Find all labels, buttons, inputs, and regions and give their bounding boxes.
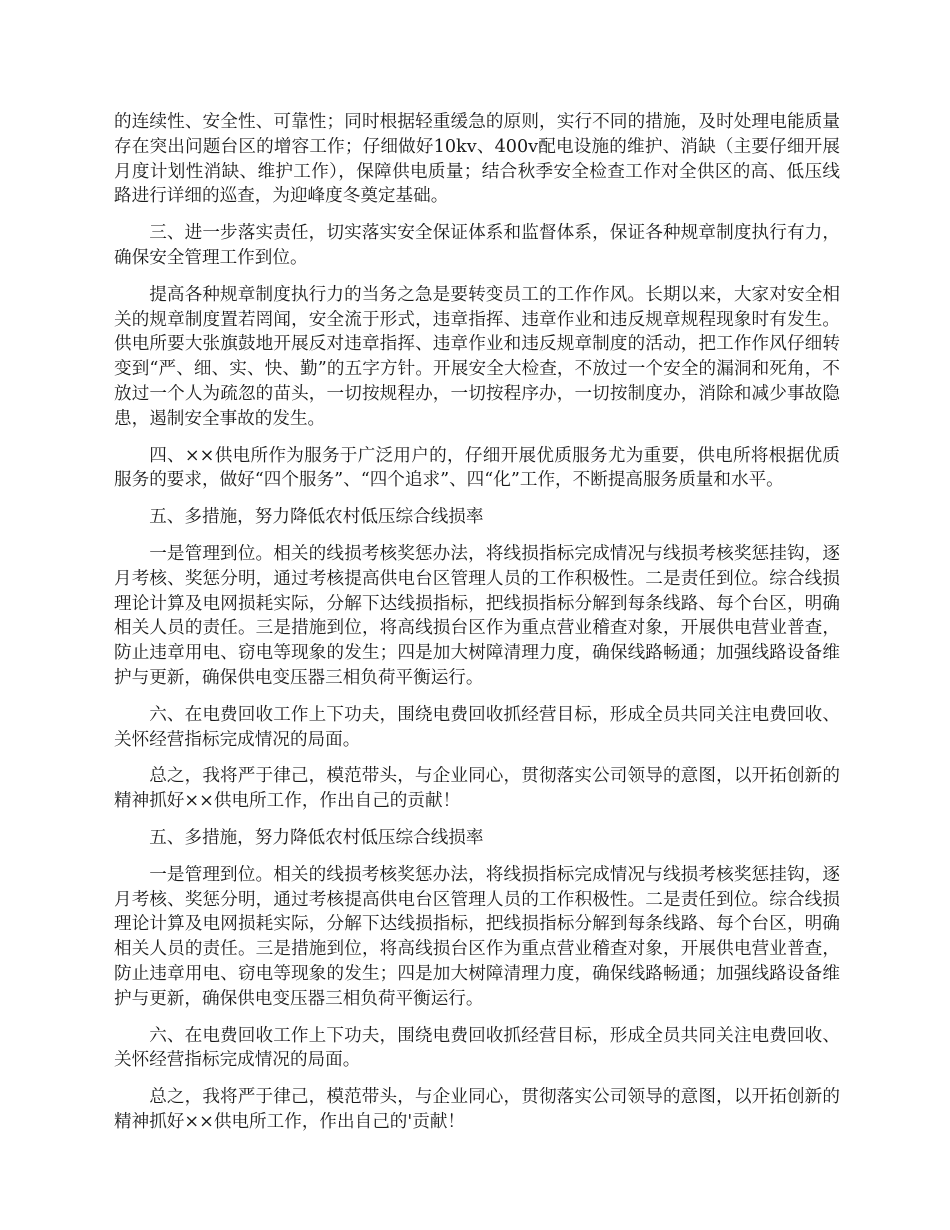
paragraph-section-5-body: 一是管理到位。相关的线损考核奖惩办法，将线损指标完成情况与线损考核奖惩挂钩，逐月考核、奖惩分明，通过考核提高供电台区管理人员的工作积极性。二是责任到位。综合线损理论计算及电网损耗实际，分解下达线损指标，把线损指标分解到每条线路、每个台区，明确相关人员的责任。三是措施到位，将高线损台区作为重点营业稽查对象，开展供电营业普查，防止违章用电、窃电等现象的发生；四是加大树障清理力度，确保线路畅通；加强线路设备维护与更新，确保供电变压器三相负荷平衡运行。 <box>114 543 840 688</box>
paragraph-continuation: 的连续性、安全性、可靠性；同时根据轻重缓急的原则，实行不同的措施，及时处理电能质量存在突出问题台区的增容工作；仔细做好10kv、400v配电设施的维护、消缺（主要仔细开展月度计划性消缺、维护工作），保障供电质量；结合秋季安全检查工作对全供区的高、低压线路进行详细的巡查，为迎峰度冬奠定基础。 <box>114 112 840 207</box>
paragraph-section-3-heading: 三、进一步落实责任，切实落实安全保证体系和监督体系，保证各种规章制度执行有力，确保安全管理工作到位。 <box>114 223 840 268</box>
paragraph-conclusion-repeat: 总之，我将严于律己，模范带头，与企业同心，贯彻落实公司领导的意图，以开拓创新的精神抓好××供电所工作，作出自己的'贡献！ <box>114 1087 840 1132</box>
paragraph-section-4: 四、××供电所作为服务于广泛用户的，仔细开展优质服务尤为重要，供电所将根据优质服务的要求，做好“四个服务”、“四个追求”、四“化”工作，不断提高服务质量和水平。 <box>114 445 840 491</box>
paragraph-section-5-heading: 五、多措施，努力降低农村低压综合线损率 <box>149 507 484 528</box>
paragraph-section-3-body: 提高各种规章制度执行力的当务之急是要转变员工的工作作风。长期以来，大家对安全相关的规章制度置若罔闻，安全流于形式，违章指挥、违章作业和违反规章规程现象时有发生。供电所要大张旗鼓地开展反对违章指挥、违章作业和违反规章制度的活动，把工作作风仔细转变到“严、细、实、快、勤”的五字方针。开展安全大检查，不放过一个安全的漏洞和死角，不放过一个人为疏忽的苗头，一切按规程办，一切按程序办，一切按制度办，消除和减少事故隐患，遏制安全事故的发生。 <box>114 284 840 429</box>
paragraph-conclusion: 总之，我将严于律己，模范带头，与企业同心，贯彻落实公司领导的意图，以开拓创新的精神抓好××供电所工作，作出自己的贡献！ <box>114 766 840 812</box>
paragraph-section-6-repeat: 六、在电费回收工作上下功夫，围绕电费回收抓经营目标，形成全员共同关注电费回收、关怀经营指标完成情况的局面。 <box>114 1025 840 1071</box>
paragraph-section-6: 六、在电费回收工作上下功夫，围绕电费回收抓经营目标，形成全员共同关注电费回收、关怀经营指标完成情况的局面。 <box>114 704 840 750</box>
document-body <box>114 110 840 1147</box>
paragraph-section-5-body-repeat: 一是管理到位。相关的线损考核奖惩办法，将线损指标完成情况与线损考核奖惩挂钩，逐月考核、奖惩分明，通过考核提高供电台区管理人员的工作积极性。二是责任到位。综合线损理论计算及电网损耗实际，分解下达线损指标，把线损指标分解到每条线路、每个台区，明确相关人员的责任。三是措施到位，将高线损台区作为重点营业稽查对象，开展供电营业普查，防止违章用电、窃电等现象的发生；四是加大树障清理力度，确保线路畅通；加强线路设备维护与更新，确保供电变压器三相负荷平衡运行。 <box>114 864 840 1009</box>
paragraph-section-5-heading-repeat: 五、多措施，努力降低农村低压综合线损率 <box>149 827 484 848</box>
